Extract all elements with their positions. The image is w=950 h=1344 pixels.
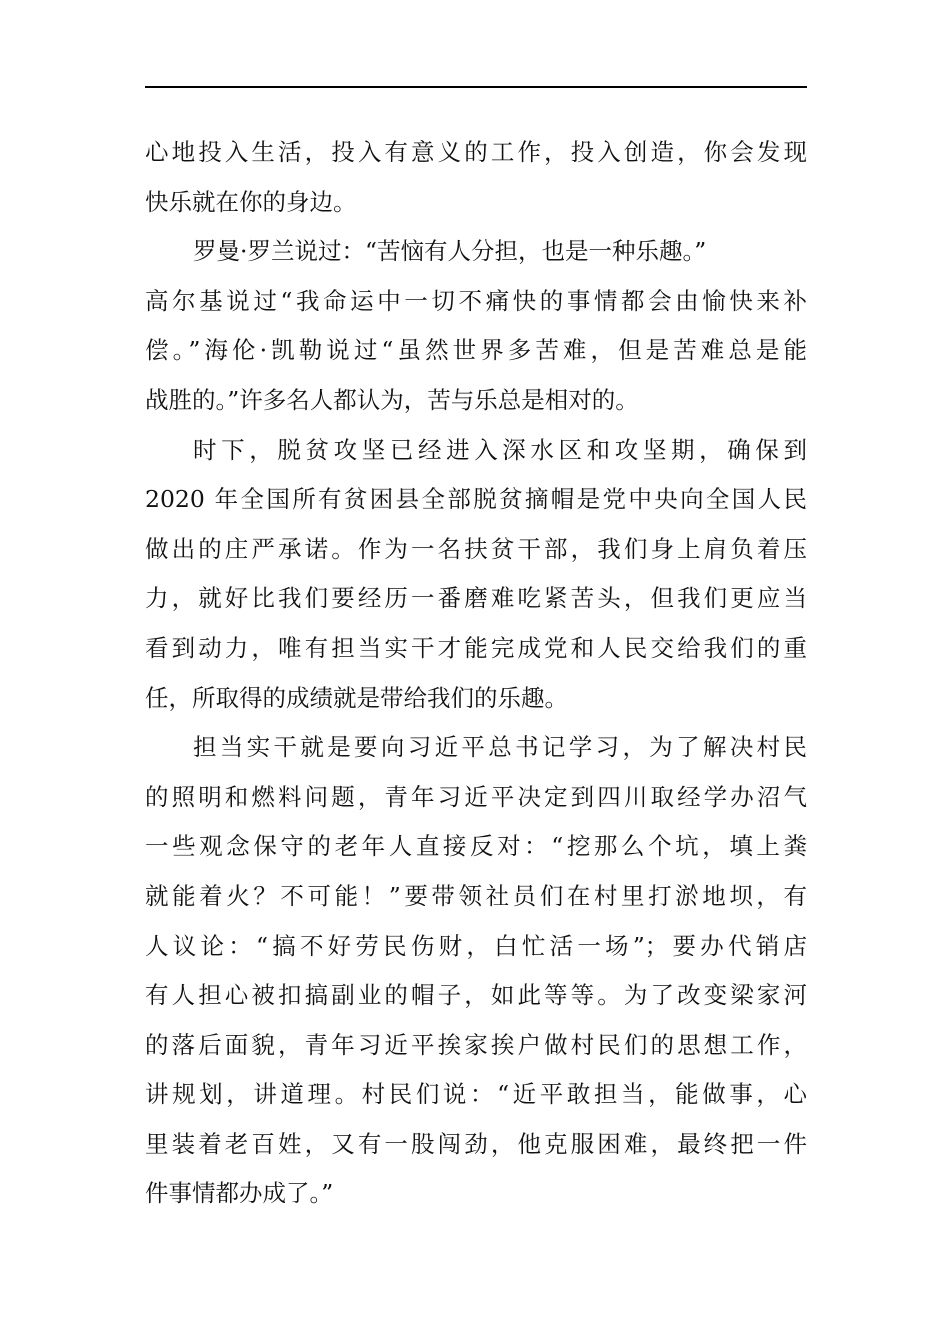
text-line: 力，就好比我们要经历一番磨难吃紧苦头，但我们更应当 bbox=[145, 584, 807, 613]
text-line: 做出的庄严承诺。作为一名扶贫干部，我们身上肩负着压 bbox=[145, 534, 807, 563]
text-line: 担当实干就是要向习近平总书记学习，为了解决村民 bbox=[193, 733, 807, 762]
text-line: 讲规划，讲道理。村民们说：“近平敢担当，能做事，心 bbox=[145, 1080, 807, 1109]
text-line: 件事情都办成了。” bbox=[145, 1179, 334, 1208]
text-line: 看到动力，唯有担当实干才能完成党和人民交给我们的重 bbox=[145, 633, 807, 662]
text-line: 里装着老百姓，又有一股闯劲，他克服困难，最终把一件 bbox=[145, 1129, 807, 1158]
text-line: 任，所取得的成绩就是带给我们的乐趣。 bbox=[145, 683, 568, 712]
text-line: 一些观念保守的老年人直接反对：“挖那么个坑，填上粪 bbox=[145, 832, 807, 861]
text-line: 就能着火？不可能！”要带领社员们在村里打淤地坝，有 bbox=[145, 881, 807, 910]
text-line: 2020 年全国所有贫困县全部脱贫摘帽是党中央向全国人民 bbox=[145, 485, 807, 514]
text-line: 时下，脱贫攻坚已经进入深水区和攻坚期，确保到 bbox=[193, 435, 807, 464]
text-line: 罗曼·罗兰说过：“苦恼有人分担，也是一种乐趣。” bbox=[193, 237, 707, 266]
text-line: 战胜的。”许多名人都认为，苦与乐总是相对的。 bbox=[145, 385, 639, 414]
text-line: 偿。”海伦·凯勒说过“虽然世界多苦难，但是苦难总是能 bbox=[145, 336, 807, 365]
text-line: 心地投入生活，投入有意义的工作，投入创造，你会发现 bbox=[145, 138, 807, 166]
text-line: 快乐就在你的身边。 bbox=[145, 187, 357, 216]
text-line: 的照明和燃料问题，青年习近平决定到四川取经学办沼气 bbox=[145, 782, 807, 811]
text-line: 的落后面貌，青年习近平挨家挨户做村民们的思想工作， bbox=[145, 1030, 807, 1059]
header-rule bbox=[145, 86, 807, 88]
text-line: 有人担心被扣搞副业的帽子，如此等等。为了改变梁家河 bbox=[145, 981, 807, 1010]
text-line: 人议论：“搞不好劳民伤财，白忙活一场”；要办代销店 bbox=[145, 931, 807, 960]
document-body bbox=[145, 128, 807, 1219]
text-line: 高尔基说过“我命运中一切不痛快的事情都会由愉快来补 bbox=[145, 286, 807, 315]
